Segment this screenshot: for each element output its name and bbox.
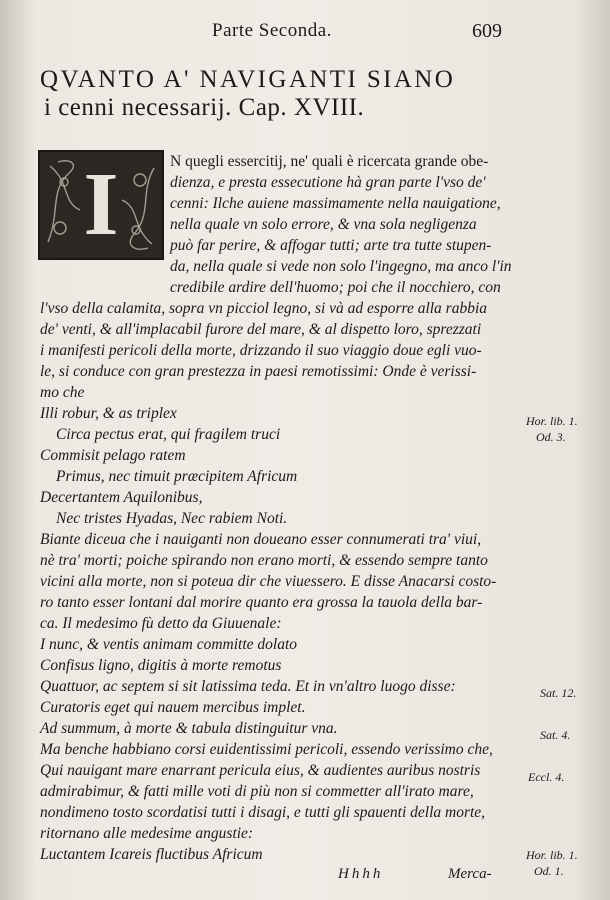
verse-line: Ad summum, à morte & tabula distinguitur vna. (40, 720, 338, 737)
text-line: ca. Il medesimo fù detto da Giuuenale: (40, 615, 282, 632)
text-line: Biante diceua che i nauiganti non doueano esser connumerati tra' viui, (40, 531, 482, 548)
text-line: nè tra' morti; poiche spirando non erano morti, & essendo sempre tanto (40, 552, 488, 569)
text-line: può far perire, & affogar tutti; arte tra tutte stupen- (170, 237, 492, 254)
verse-line: Curatoris eget qui nauem mercibus implet. (40, 699, 306, 716)
margin-note: Od. 1. (534, 864, 564, 878)
text-line: ro tanto esser lontani dal morire quanto era grossa la tauola della bar- (40, 594, 483, 611)
verse-line: Quattuor, ac septem si sit latissima teda. Et in vn'altro luogo disse: (40, 678, 456, 695)
running-head: Parte Seconda. (212, 20, 332, 41)
catchword: Merca- (448, 866, 492, 882)
verse-line: Primus, nec timuit præcipitem Africum (56, 468, 298, 485)
text-line: ritornano alle medesime angustie: (40, 825, 254, 842)
chapter-title-line-1: QVANTO A' NAVIGANTI SIANO (40, 66, 456, 93)
text-line: i manifesti pericoli della morte, drizzando il suo viaggio doue egli vuo- (40, 342, 482, 359)
verse-line: Circa pectus erat, qui fragilem truci (56, 426, 281, 443)
margin-note: Sat. 4. (540, 728, 571, 742)
verse-line: Illi robur, & as triplex (40, 405, 177, 422)
drop-cap-letter: I (83, 155, 119, 254)
verse-line: Nec tristes Hyadas, Nec rabiem Noti. (56, 510, 288, 527)
margin-note: Eccl. 4. (528, 770, 565, 784)
margin-note: Sat. 12. (540, 686, 577, 700)
verse-line: Decertantem Aquilonibus, (40, 489, 203, 506)
text-line: cenni: Ilche auiene massimamente nella nauigatione, (170, 195, 501, 212)
text-line: admirabimur, & fatti mille voti di più non si commetter all'irato mare, (40, 783, 474, 800)
verse-line: I nunc, & ventis animam committe dolato (40, 636, 297, 653)
text-line: Qui nauigant mare enarrant pericula eius, & audientes auribus nostris (40, 762, 481, 779)
text-line: credibile ardire dell'huomo; poi che il nocchiero, con (170, 279, 501, 296)
verse-line: Luctantem Icareis fluctibus Africum (40, 846, 263, 863)
text-line: l'vso della calamita, sopra vn picciol legno, si và ad esporre alla rabbia (40, 300, 488, 317)
text-line: mo che (40, 384, 85, 401)
margin-note: Hor. lib. 1. (526, 414, 578, 428)
margin-note: Hor. lib. 1. (526, 848, 578, 862)
text-line: da, nella quale si vede non solo l'ingegno, ma anco l'in (170, 258, 512, 275)
text-line: le, si conduce con gran prestezza in paesi remotissimi: Onde è verissi- (40, 363, 477, 380)
text-line: de' venti, & all'implacabil furore del mare, & al dispetto loro, sprezzati (40, 321, 482, 338)
text-line: dienza, e presta essecutione hà gran parte l'vso de' (170, 174, 486, 191)
text-line: nella quale vn solo errore, & vna sola negligenza (170, 216, 477, 233)
verse-line: Commisit pelago ratem (40, 447, 186, 464)
page-number: 609 (472, 20, 502, 42)
signature-mark: Hhhh (338, 866, 384, 882)
text-line: vicini alla morte, non si poteua dir che viuessero. E disse Anacarsi costo- (40, 573, 497, 590)
text-line: Ma benche habbiano corsi euidentissimi pericoli, essendo verissimo che, (40, 741, 493, 758)
text-line: N quegli essercitij, ne' quali è ricercata grande obe- (170, 153, 489, 170)
text-line: nondimeno tosto scordatisi tutti i disagi, e tutti gli spauenti della morte, (40, 804, 486, 821)
verse-line: Confisus ligno, digitis à morte remotus (40, 657, 282, 674)
margin-note: Od. 3. (536, 430, 566, 444)
chapter-title-line-2: i cenni necessarij. Cap. XVIII. (44, 94, 365, 121)
